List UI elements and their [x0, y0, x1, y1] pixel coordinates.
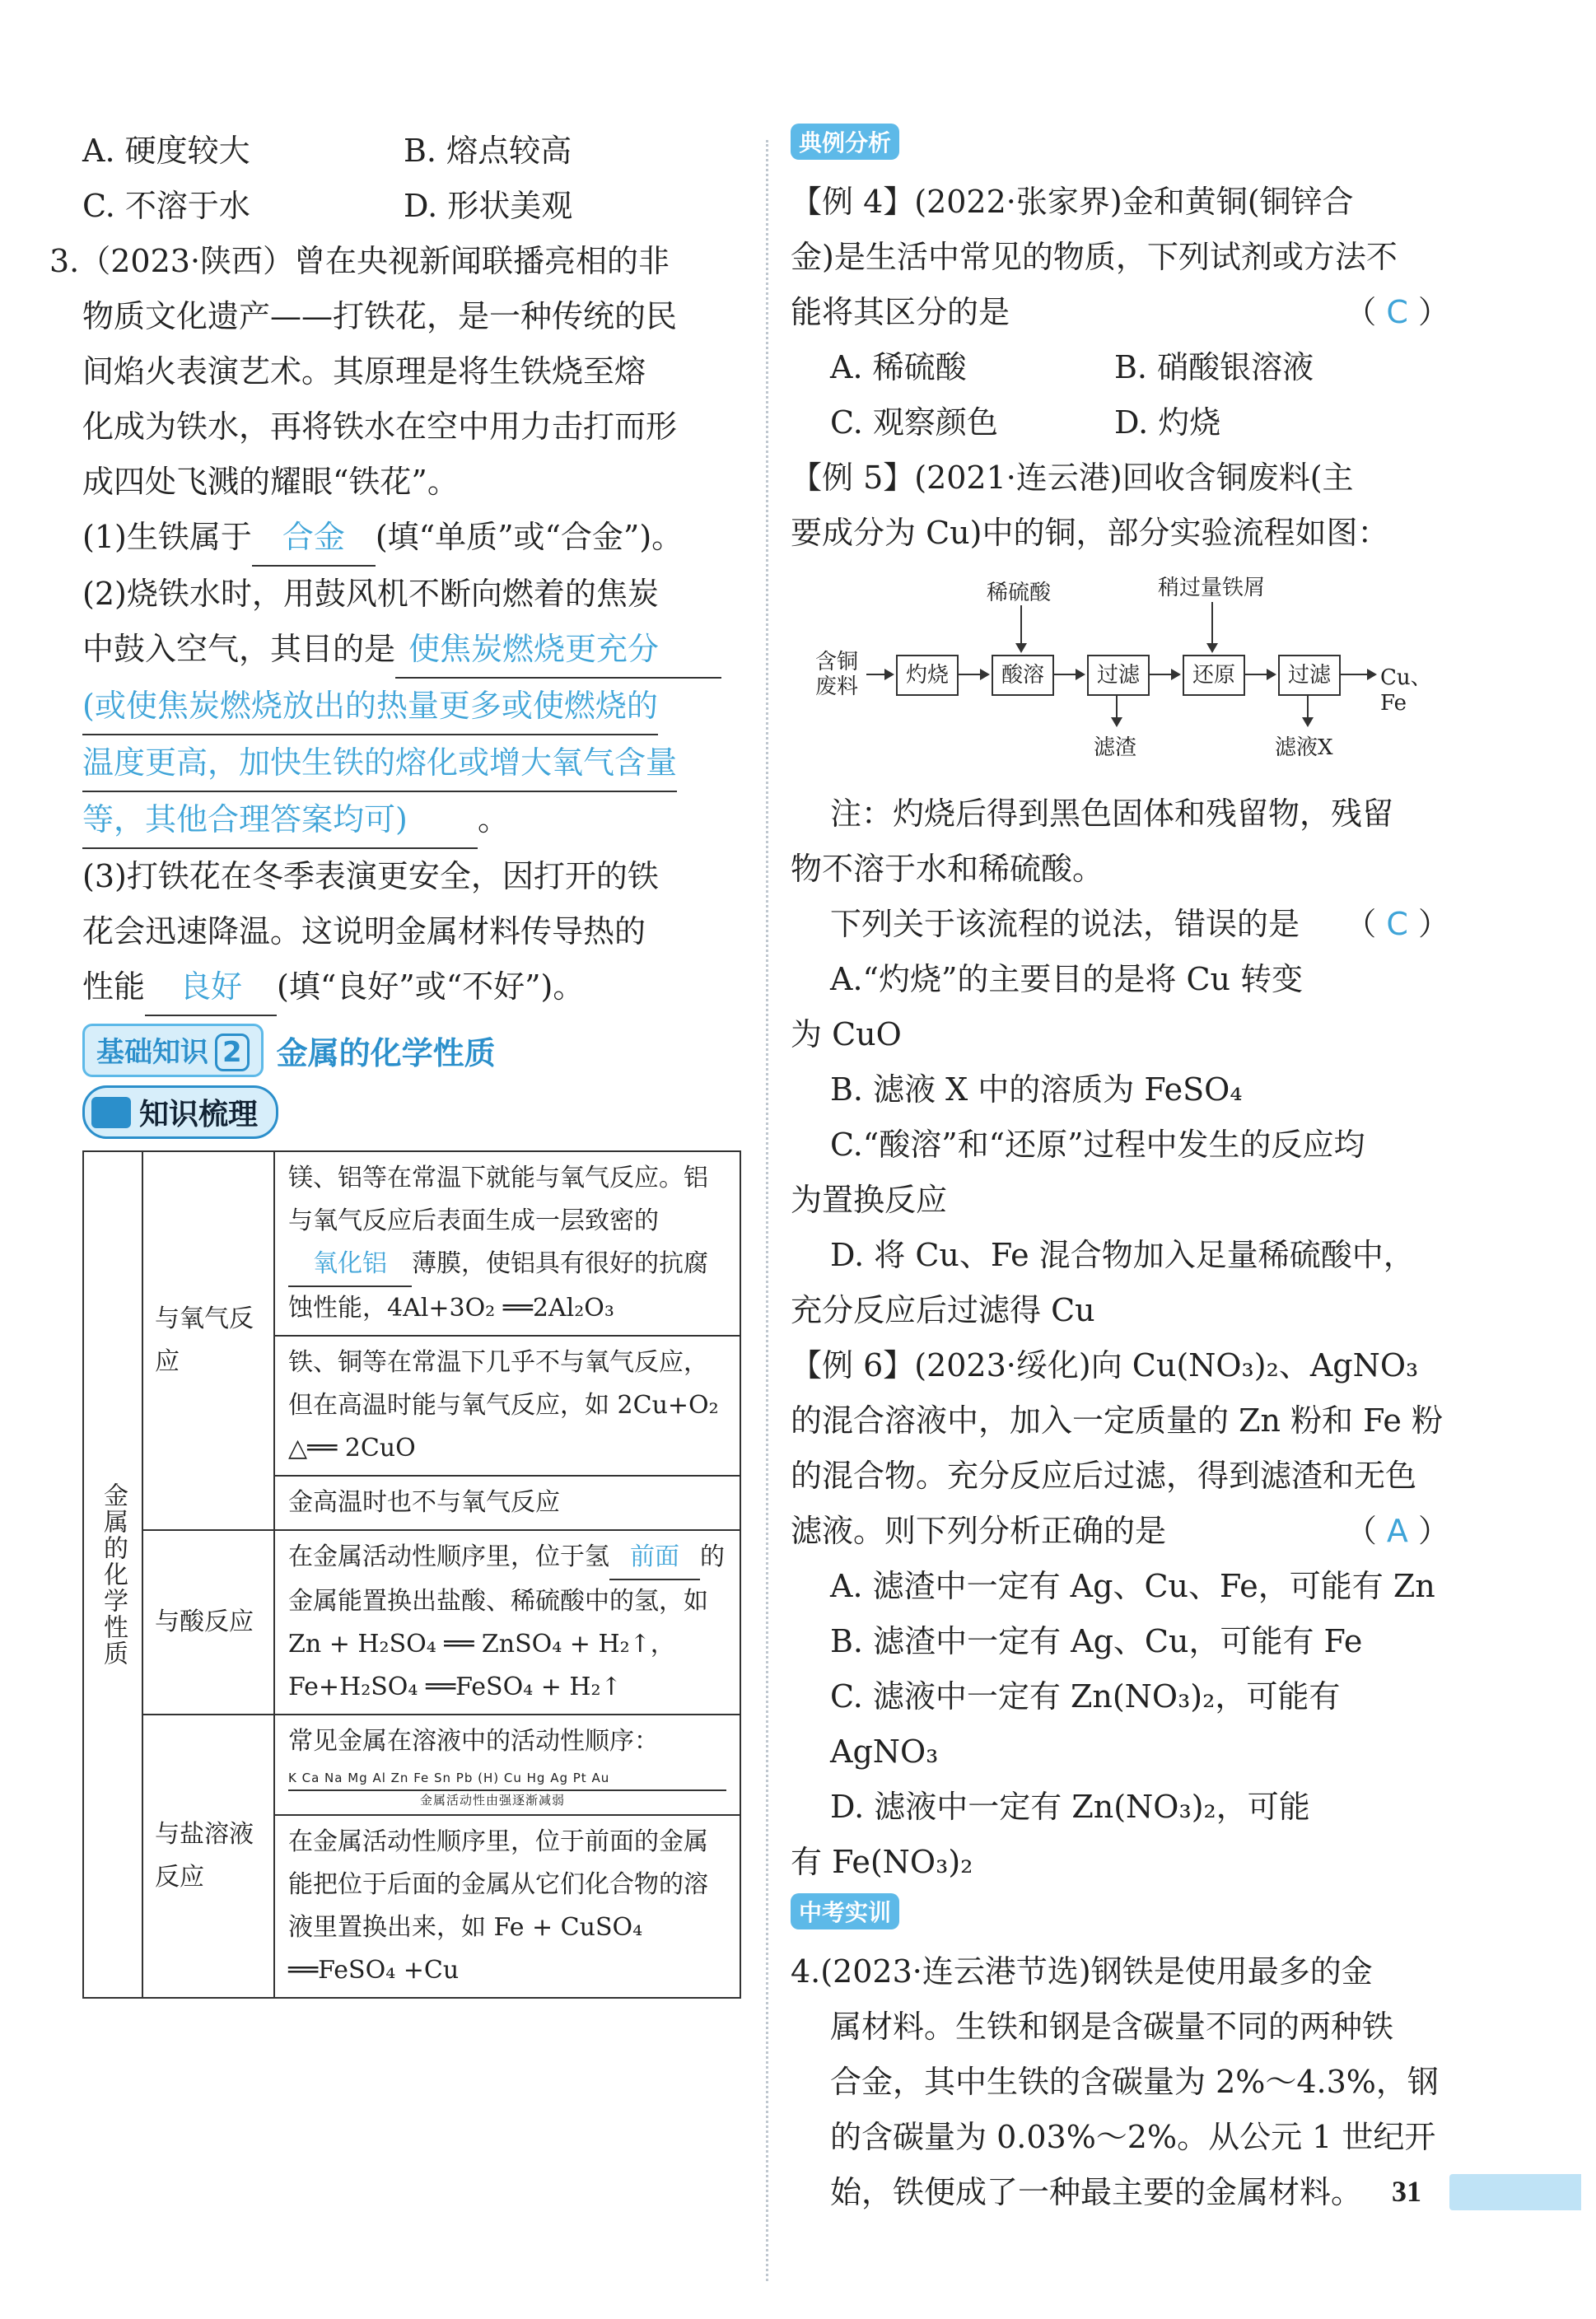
q3-line: 3.（2023·陕西）曾在央视新闻联播亮相的非	[49, 243, 670, 279]
section-title: 金属的化学性质	[276, 1034, 496, 1071]
ex5-option-b: B. 滤液 X 中的溶质为 FeSO₄	[830, 1071, 1243, 1108]
table-salt-row2: 在金属活动性顺序里，位于前面的金属能把位于后面的金属从它们化合物的溶液里置换出来，如 Fe + CuSO₄ ══FeSO₄ +Cu	[274, 1815, 740, 1998]
table-salt-label: 与盐溶液反应	[142, 1715, 274, 1998]
ex6-answer: A	[1386, 1513, 1408, 1549]
ex6-option-c: C. 滤液中一定有 Zn(NO₃)₂，可能有 AgNO₃	[830, 1678, 1341, 1770]
ex4-line: 【例 4】(2022·张家界)金和黄铜(铜锌合	[791, 184, 1354, 220]
flow-diagram	[791, 574, 1449, 772]
ex5-option-a-cont: 为 CuO	[791, 1016, 902, 1052]
table-oxygen-row2: 铁、铜等在常温下几乎不与氧气反应，但在高温时能与氧气反应，如 2Cu+O₂ △══ 2CuO	[274, 1336, 740, 1476]
ex5-answer: C	[1386, 906, 1408, 942]
ex5-line: 要成分为 Cu)中的铜，部分实验流程如图：	[791, 515, 1389, 551]
tag-typical-examples: 典例分析	[791, 124, 899, 160]
ex4-line: 能将其区分的是 （ C ）	[791, 294, 1449, 330]
q3-part2-answer-line: (或使焦炭燃烧放出的热量更多或使燃烧的	[82, 679, 749, 735]
ex4-option-b: B. 硝酸银溶液	[1114, 349, 1314, 385]
page-number-bar	[1449, 2174, 1581, 2210]
ex4-options-row1	[791, 340, 1449, 395]
table-acid-row: 在金属活动性顺序里，位于氢 前面 的金属能置换出盐酸、稀硫酸中的氢，如 Zn + H₂SO₄ ══ ZnSO₄ + H₂↑，Fe+H₂SO₄ ══FeSO₄ + H₂↑	[274, 1530, 740, 1715]
activity-series: K Ca Na Mg Al Zn Fe Sn Pb (H) Cu Hg Ag Pt Au	[288, 1763, 726, 1791]
q4-line: 的含碳量为 0.03%～2%。从公元 1 世纪开	[830, 2119, 1436, 2155]
ex5-option-d: D. 将 Cu、Fe 混合物加入足量稀硫酸中，	[830, 1237, 1415, 1273]
right-column	[791, 124, 1449, 2220]
q3-line: 间焰火表演艺术。其原理是将生铁烧至熔	[82, 353, 646, 390]
flow-step-acid: 酸溶	[992, 655, 1054, 696]
q4-line: 始，铁便成了一种最主要的金属材料。	[830, 2174, 1363, 2210]
flow-step-filter2: 过滤	[1278, 655, 1341, 696]
flow-start: 含铜废料	[815, 650, 859, 699]
left-column	[49, 124, 749, 1999]
ex5-note: 注：灼烧后得到黑色固体和残留物，残留	[830, 796, 1394, 832]
section-heading	[82, 1021, 749, 1079]
table-oxygen-label: 与氧气反应	[142, 1151, 274, 1530]
ex5-option-c: C.“酸溶”和“还原”过程中发生的反应均	[830, 1127, 1365, 1163]
q3-part3-l3: 性能 良好 (填“良好”或“不好”)。	[82, 959, 749, 1016]
ex6-line: 的混合溶液中，加入一定质量的 Zn 粉和 Fe 粉	[791, 1402, 1443, 1439]
q2-options-row1	[82, 124, 749, 179]
q3-part3-l2: 花会迅速降温。这说明金属材料传导热的	[82, 913, 646, 950]
ex4-options-row2	[791, 395, 1449, 450]
q2-option-c: C. 不溶于水	[82, 188, 250, 224]
q2-option-b: B. 熔点较高	[404, 133, 572, 169]
ex5-option-a: A.“灼烧”的主要目的是将 Cu 转变	[830, 961, 1304, 997]
q3-part2-answer: 使焦炭燃烧更充分	[395, 622, 721, 679]
table-oxygen-answer: 氧化铝	[288, 1243, 412, 1287]
ex4-option-a: A. 稀硫酸	[830, 349, 967, 385]
ex6-line: 【例 6】(2023·绥化)向 Cu(NO₃)₂、AgNO₃	[791, 1347, 1419, 1383]
ex5-option-d-cont: 充分反应后过滤得 Cu	[791, 1292, 1095, 1328]
q3-part2-l1: (2)烧铁水时，用鼓风机不断向燃着的焦炭	[82, 576, 659, 612]
q2-options-row2	[82, 179, 749, 234]
flow-out-filtrate: 滤液X	[1275, 735, 1333, 760]
q3-part2-answer-line: 温度更高，加快生铁的熔化或增大氧气含量	[82, 735, 749, 792]
tag-exam-practice: 中考实训	[791, 1893, 899, 1929]
q3-part2-l2: 中鼓入空气，其目的是 使焦炭燃烧更充分	[82, 622, 749, 679]
table-oxygen-row3: 金高温时也不与氧气反应	[274, 1476, 740, 1530]
flow-step-reduce: 还原	[1183, 655, 1245, 696]
ex4-option-d: D. 灼烧	[1114, 404, 1221, 441]
table-acid-answer: 前面	[609, 1536, 700, 1580]
q4-line: 4.(2023·连云港节选)钢铁是使用最多的金	[791, 1953, 1373, 1990]
ex6-option-b: B. 滤渣中一定有 Ag、Cu，可能有 Fe	[830, 1623, 1363, 1659]
q3-part3-l1: (3)打铁花在冬季表演更安全，因打开的铁	[82, 858, 659, 894]
table-oxygen-row1: 镁、铝等在常温下就能与氧气反应。铝与氧气反应后表面生成一层致密的氧化铝 薄膜，使铝具有很好的抗腐蚀性能，4Al+3O₂ ══2Al₂O₃	[274, 1151, 740, 1336]
table-salt-row1: 常见金属在溶液中的活动性顺序： K Ca Na Mg Al Zn Fe Sn Pb (H) Cu Hg Ag Pt Au 金属活动性由强逐渐减弱	[274, 1715, 740, 1815]
q3-part1: (1)生铁属于 合金 (填“单质”或“合金”)。	[82, 510, 749, 567]
flow-end: Cu、Fe	[1380, 665, 1432, 716]
q3-line: 物质文化遗产——打铁花，是一种传统的民	[82, 298, 678, 334]
column-divider	[766, 140, 768, 2281]
ex5-option-c-cont: 为置换反应	[791, 1182, 948, 1218]
ex6-option-d: D. 滤液中一定有 Zn(NO₃)₂，可能	[830, 1789, 1310, 1825]
q3-part1-answer: 合金	[252, 510, 376, 567]
table-acid-label: 与酸反应	[142, 1530, 274, 1715]
q3-line: 化成为铁水，再将铁水在空中用力击打而形	[82, 408, 678, 445]
ex4-option-c: C. 观察颜色	[830, 404, 998, 441]
flow-step-filter1: 过滤	[1087, 655, 1150, 696]
ex4-line: 金)是生活中常见的物质，下列试剂或方法不	[791, 239, 1398, 275]
subsection-title: 知识梳理	[139, 1098, 259, 1132]
q4-line: 属材料。生铁和钢是含碳量不同的两种铁	[830, 2009, 1394, 2045]
table-root-label: 金属的化学性质	[83, 1151, 142, 1998]
subsection-heading	[82, 1085, 749, 1139]
flow-out-residue: 滤渣	[1094, 735, 1137, 760]
q3-line: 成四处飞溅的耀眼“铁花”。	[82, 464, 459, 500]
section-label: 基础知识 2	[82, 1024, 264, 1077]
ex6-option-d-cont: 有 Fe(NO₃)₂	[791, 1844, 973, 1880]
book-icon	[91, 1097, 131, 1128]
q3-part2-answer-line: 等，其他合理答案均可) 。	[82, 792, 749, 849]
ex5-note: 物不溶于水和稀硫酸。	[791, 851, 1104, 887]
activity-series-note: 金属活动性由强逐渐减弱	[420, 1793, 566, 1808]
q2-option-d: D. 形状美观	[404, 188, 573, 224]
q2-option-a: A. 硬度较大	[82, 133, 250, 169]
ex6-option-a: A. 滤渣中一定有 Ag、Cu、Fe，可能有 Zn	[830, 1568, 1435, 1604]
ex6-line: 滤液。则下列分析正确的是 （ A ）	[791, 1513, 1449, 1549]
page-number: 31	[1392, 2175, 1421, 2208]
q3-part3-answer: 良好	[145, 959, 277, 1016]
flow-add-acid: 稀硫酸	[987, 581, 1052, 605]
flow-add-iron: 稍过量铁屑	[1158, 576, 1266, 600]
flow-step-burn: 灼烧	[896, 655, 959, 696]
ex5-question: 下列关于该流程的说法，错误的是 （ C ）	[830, 906, 1449, 942]
ex6-line: 的混合物。充分反应后过滤，得到滤渣和无色	[791, 1458, 1417, 1494]
ex4-answer: C	[1386, 294, 1408, 330]
knowledge-table	[82, 1150, 741, 1999]
ex5-line: 【例 5】(2021·连云港)回收含铜废料(主	[791, 460, 1354, 496]
section-number: 2	[215, 1034, 250, 1071]
q4-line: 合金，其中生铁的含碳量为 2%～4.3%，钢	[830, 2064, 1439, 2100]
